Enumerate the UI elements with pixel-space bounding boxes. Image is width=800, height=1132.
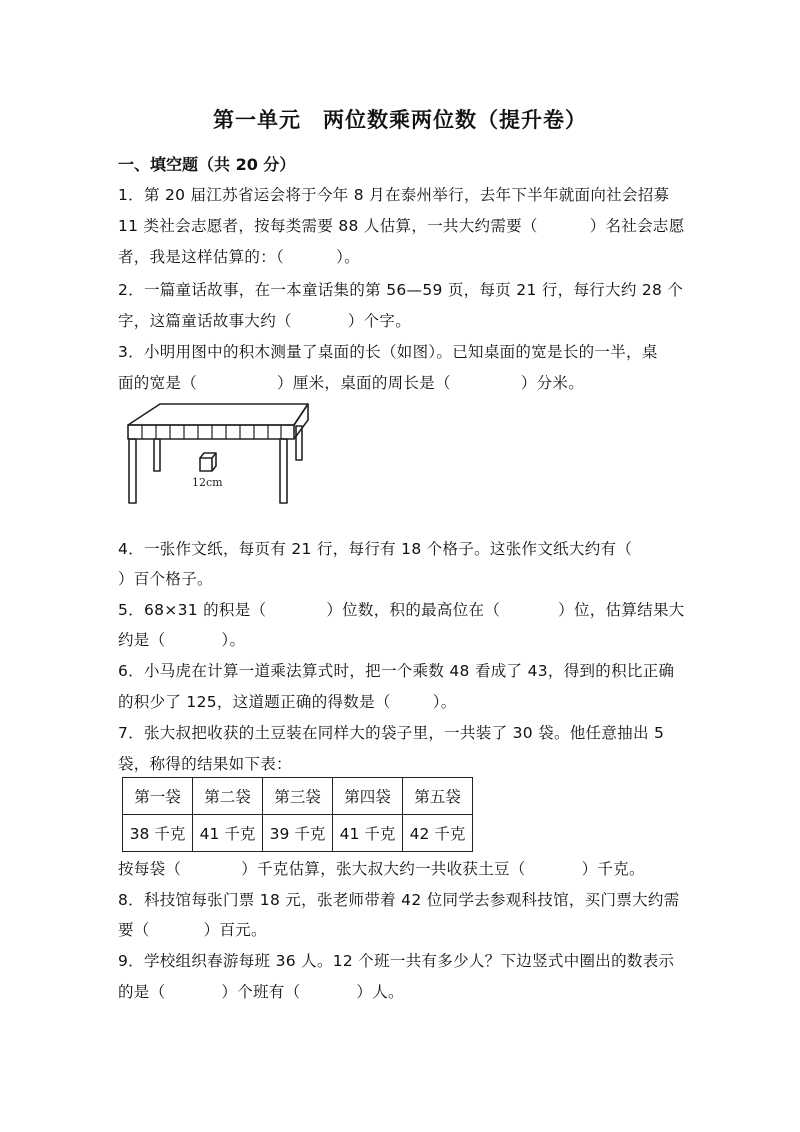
q1-line-1: 1．第 20 届江苏省运会将于今年 8 月在泰州举行，去年下半年就面向社会招募	[118, 186, 670, 204]
q5-line-2: 约是（ ）。	[118, 631, 246, 649]
q9-line-2: 的是（ ）个班有（ ）人。	[118, 983, 404, 1001]
q9-line-1: 9．学校组织春游每班 36 人。12 个班一共有多少人？下边竖式中圈出的数表示	[118, 952, 675, 970]
table-row	[123, 815, 473, 852]
table-leg	[129, 439, 136, 503]
q3-line-1: 3．小明用图中的积木测量了桌面的长（如图）。已知桌面的宽是长的一半，桌	[118, 343, 658, 361]
table-header-row	[123, 778, 473, 815]
q5-line-1: 5．68×31 的积是（ ）位数，积的最高位在（ ）位，估算结果大	[118, 601, 685, 619]
q4-line-2: ）百个格子。	[118, 570, 213, 588]
table-header-cell: 第一袋	[123, 778, 193, 815]
q7-line-2: 袋，称得的结果如下表：	[118, 755, 292, 773]
page-title: 第一单元 两位数乘两位数（提升卷）	[213, 108, 587, 132]
q2-line-2: 字，这篇童话故事大约（ ）个字。	[118, 312, 412, 330]
q1-line-2: 11 类社会志愿者，按每类需要 88 人估算，一共大约需要（ ）名社会志愿	[118, 217, 685, 235]
table-cell: 41 千克	[333, 815, 403, 852]
table-leg	[280, 439, 287, 503]
section-heading: 一、填空题（共 20 分）	[118, 155, 296, 174]
bag-weights-table	[122, 777, 473, 852]
table-header-cell: 第三袋	[263, 778, 333, 815]
tabletop-surface	[128, 404, 308, 425]
table-leg	[154, 439, 160, 471]
q6-line-2: 的积少了 125，这道题正确的得数是（ ）。	[118, 693, 457, 711]
q2-line-1: 2．一篇童话故事，在一本童话集的第 56—59 页，每页 21 行，每行大约 28 个	[118, 281, 684, 299]
table-block-figure	[118, 398, 318, 510]
table-header-cell: 第五袋	[403, 778, 473, 815]
q6-line-1: 6．小马虎在计算一道乘法算式时，把一个乘数 48 看成了 43，得到的积比正确	[118, 662, 675, 680]
q8-line-1: 8．科技馆每张门票 18 元，张老师带着 42 位同学去参观科技馆，买门票大约需	[118, 891, 680, 909]
q7-line-3: 按每袋（ ）千克估算，张大叔大约一共收获土豆（ ）千克。	[118, 860, 645, 878]
table-cell: 42 千克	[403, 815, 473, 852]
block-size-label: 12cm	[192, 476, 223, 489]
table-header-cell: 第二袋	[193, 778, 263, 815]
table-cell: 39 千克	[263, 815, 333, 852]
table-cell: 38 千克	[123, 815, 193, 852]
table-cell: 41 千克	[193, 815, 263, 852]
q7-line-1: 7．张大叔把收获的土豆装在同样大的袋子里，一共装了 30 袋。他任意抽出 5	[118, 724, 665, 742]
q8-line-2: 要（ ）百元。	[118, 921, 267, 939]
q4-line-1: 4．一张作文纸，每页有 21 行，每行有 18 个格子。这张作文纸大约有（	[118, 540, 633, 558]
measuring-blocks-row	[128, 425, 294, 439]
q3-line-2: 面的宽是（ ）厘米，桌面的周长是（ ）分米。	[118, 374, 585, 392]
q1-line-3: 者，我是这样估算的：（ ）。	[118, 248, 360, 266]
table-header-cell: 第四袋	[333, 778, 403, 815]
